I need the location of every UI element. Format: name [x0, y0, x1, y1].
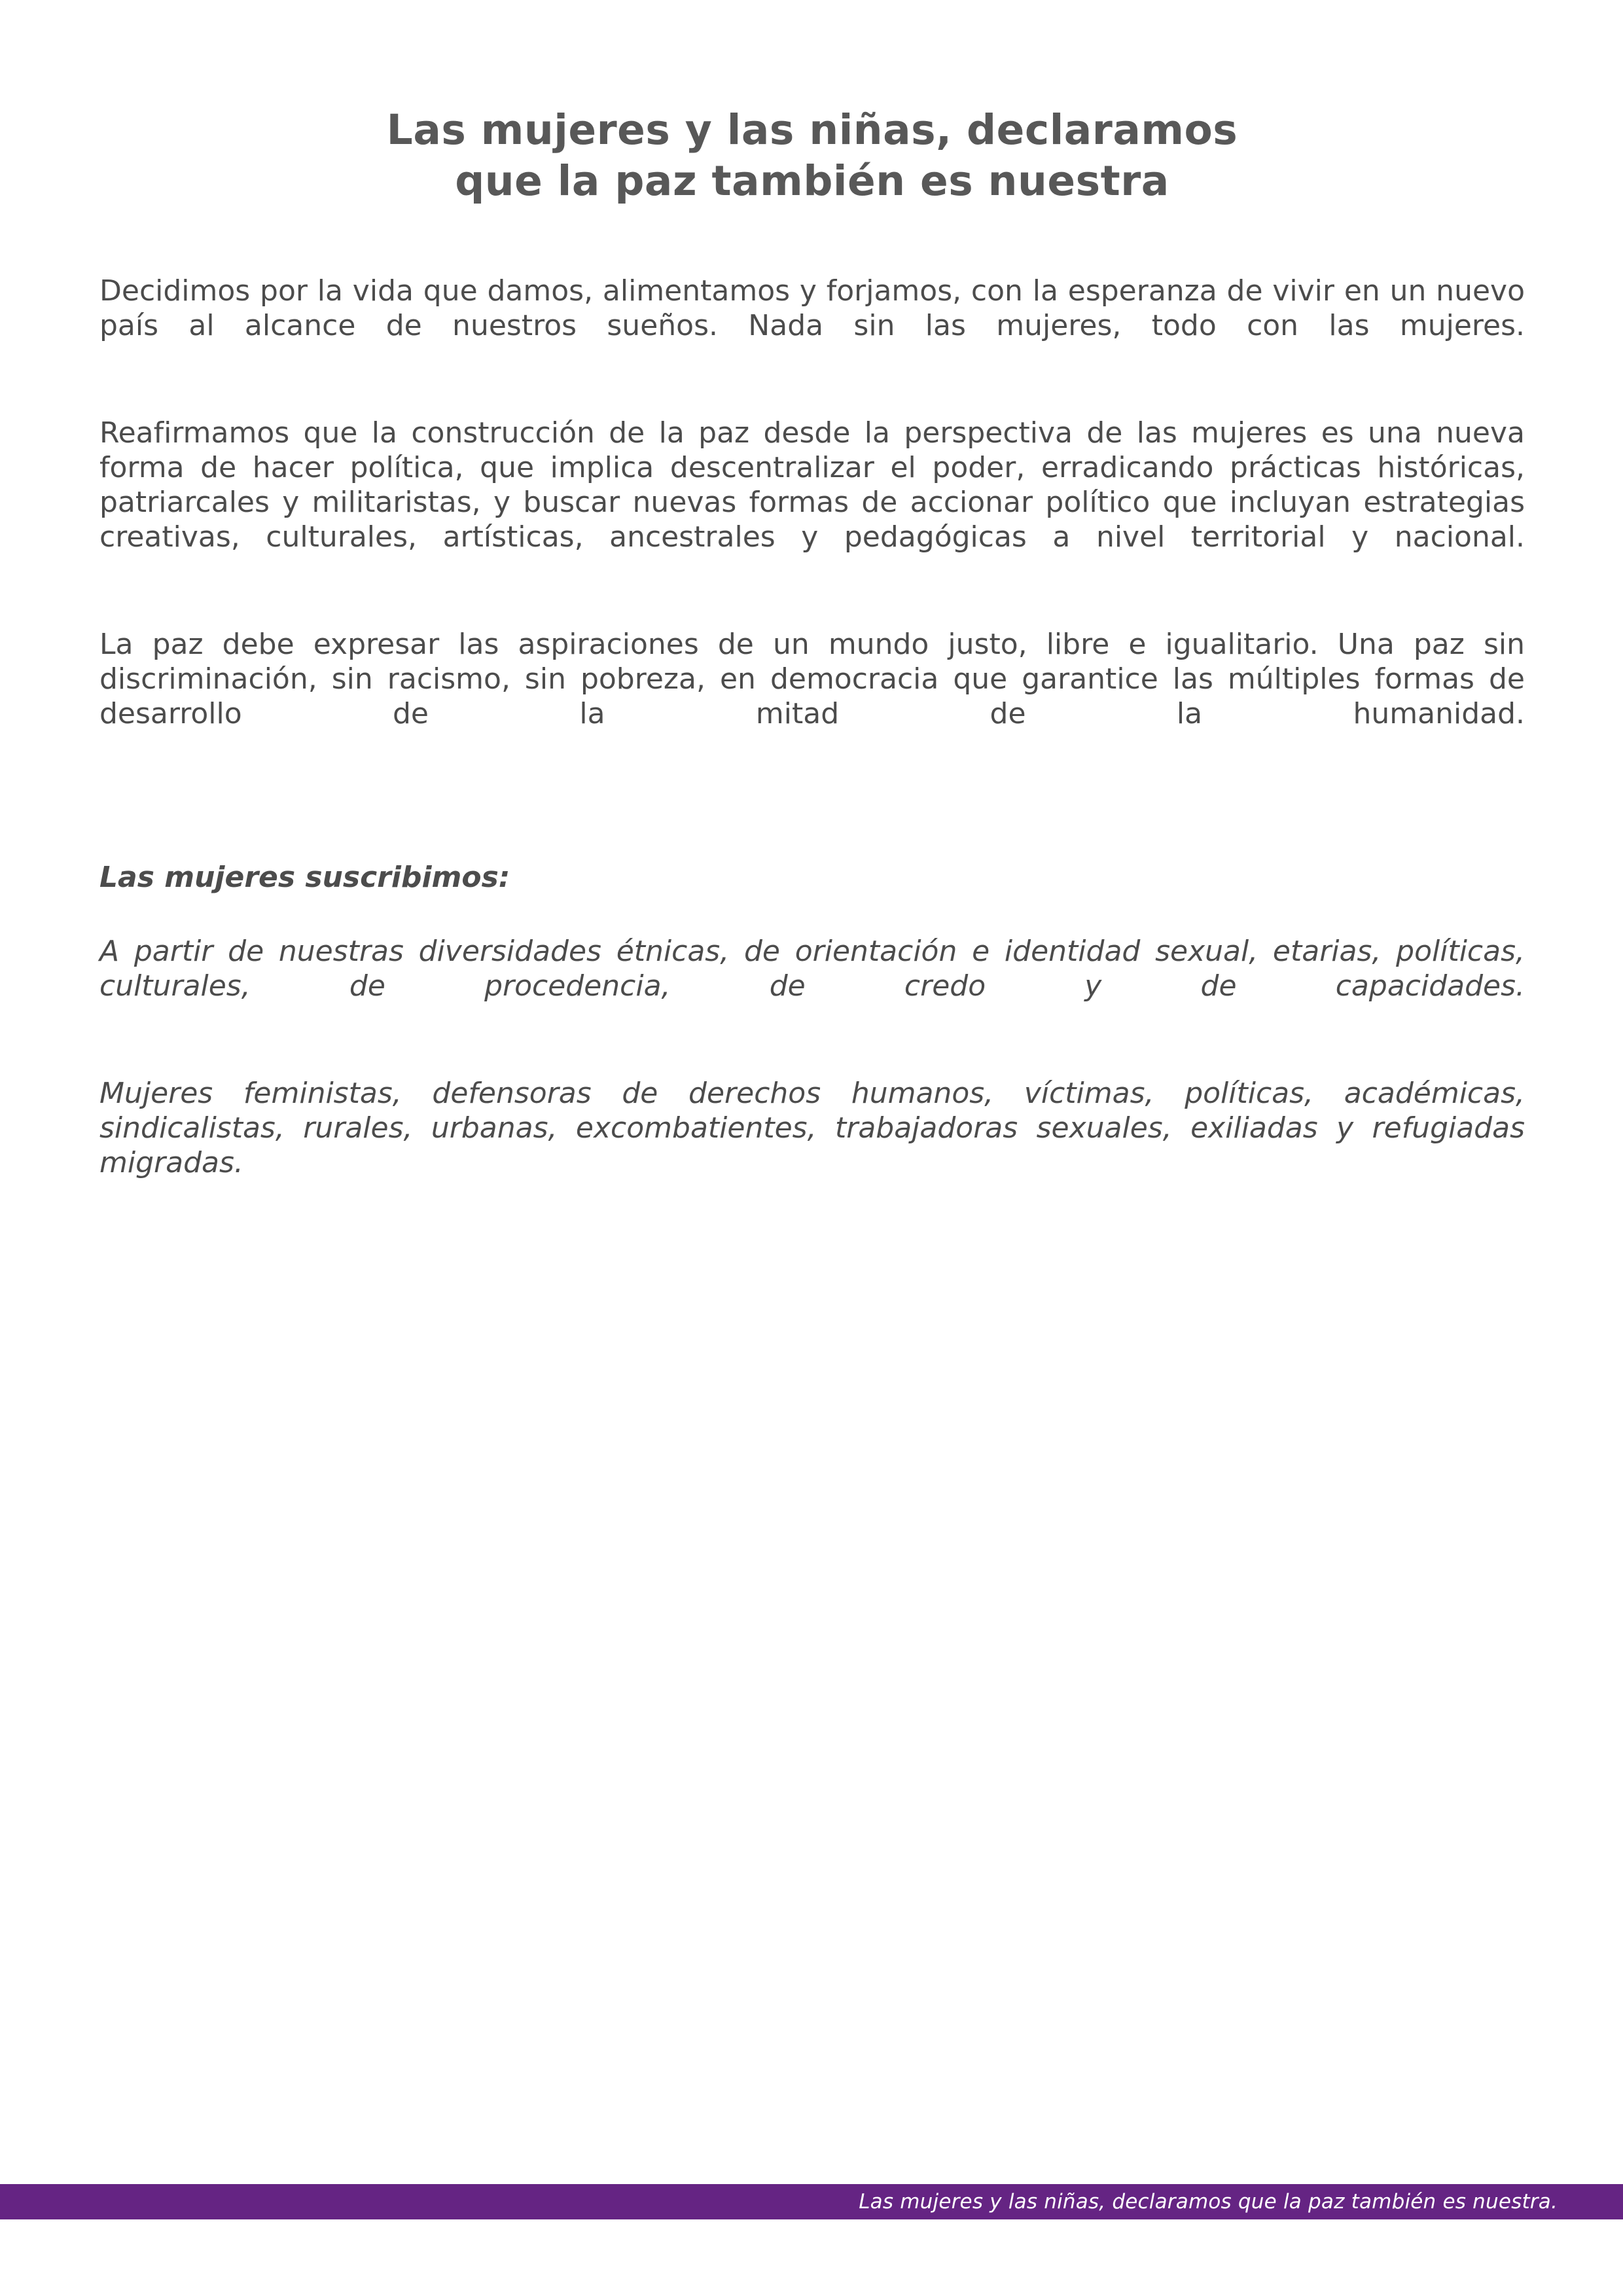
body-paragraph-3: La paz debe expresar las aspiraciones de un mundo justo, libre e igualitario. Una paz sin discriminación, sin racismo, sin pobreza, en democracia que garantice las múltiples formas de desarrollo de la mitad de la humanidad.	[99, 628, 1525, 730]
footer-text: Las mujeres y las niñas, declaramos que la paz también es nuestra.	[859, 2190, 1558, 2214]
body-paragraph-2: Reafirmamos que la construcción de la paz desde la perspectiva de las mujeres es una nueva forma de hacer política, que implica descentralizar el poder, erradicando prácticas históricas, patriarcales y militaristas, y buscar nuevas formas de accionar político que incluyan estrategias creativas, culturales, artísticas, ancestrales y pedagógicas a nivel territorial y nacional.	[99, 416, 1525, 554]
signature-heading-spacer	[99, 895, 1525, 934]
document-body	[99, 274, 1525, 1253]
page-title-line-1: Las mujeres y las niñas, declaramos	[386, 106, 1238, 154]
body-paragraph-1: Decidimos por la vida que damos, alimentamos y forjamos, con la esperanza de vivir en un nuevo país al alcance de nuestros sueños. Nada sin las mujeres, todo con las mujeres.	[99, 274, 1525, 342]
section-spacer	[99, 804, 1525, 860]
footer-bar	[0, 2184, 1623, 2219]
signature-section-heading: Las mujeres suscribimos:	[99, 861, 510, 894]
signature-paragraph-1: A partir de nuestras diversidades étnicas, de orientación e identidad sexual, etarias, políticas, culturales, de procedencia, de credo y de capacidades.	[99, 935, 1525, 1003]
page-title-line-2: que la paz también es nuestra	[455, 157, 1169, 206]
signature-paragraph-2: Mujeres feministas, defensoras de derechos humanos, víctimas, políticas, académicas, sindicalistas, rurales, urbanas, excombatientes, trabajadoras sexuales, exiliadas y refugiadas migradas.	[99, 1077, 1525, 1179]
page-title	[99, 105, 1525, 207]
